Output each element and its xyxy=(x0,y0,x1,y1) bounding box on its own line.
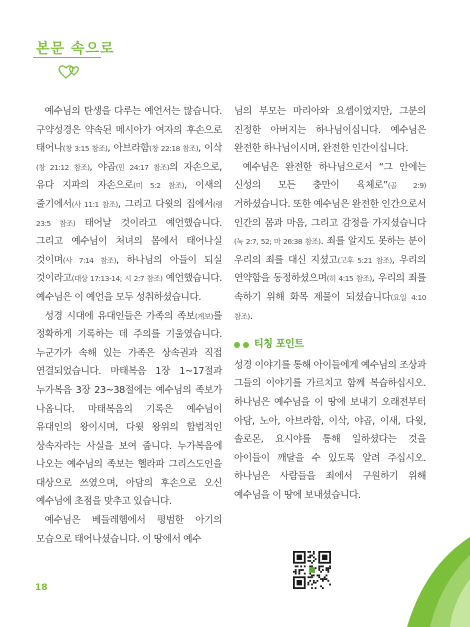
scripture-reference: (눅 2:7, 52; 마 26:38 참조) xyxy=(234,237,321,247)
body-paragraph xyxy=(234,103,426,159)
body-paragraph xyxy=(36,308,222,513)
left-column xyxy=(36,103,222,549)
scripture-reference: (창 21:12 참조) xyxy=(36,162,90,172)
paragraph-text: 의 자손으로, 유다 지파의 자손으로 xyxy=(36,161,222,192)
scripture-reference: (사 11:1 참조) xyxy=(71,199,118,209)
paragraph-text: , 우리의 죄를 속하기 위해 화목 제물이 되셨습니다 xyxy=(234,273,426,303)
paragraph-text: 성경 시대에 유대인들은 가족의 족보 xyxy=(44,310,195,322)
scripture-reference: (계보) xyxy=(194,311,214,321)
qr-code-icon[interactable] xyxy=(293,551,331,589)
paragraph-text: . xyxy=(249,310,253,322)
scripture-reference: (히 4:15 참조) xyxy=(326,274,372,284)
scripture-reference: (요일 4:10 참조) xyxy=(234,292,426,321)
scripture-reference: (렘 23:5 참조) xyxy=(36,199,223,228)
teaching-point-label: 티칭 포인트 xyxy=(254,339,304,351)
scripture-reference: (민 24:17 참조) xyxy=(115,162,170,172)
scripture-reference: (미 5:2 참조) xyxy=(133,181,185,191)
paragraph-text: 예언했습니다. 예수님은 이 예언을 모두 성취하셨습니다. xyxy=(36,273,223,303)
body-paragraph xyxy=(234,159,426,326)
paragraph-text: , 하나님의 아들이 되실 것이라고 xyxy=(36,254,222,285)
paragraph-text: 예수님은 베들레헴에서 평범한 아기의 모습으로 태어나셨습니다. 이 땅에서 예수 xyxy=(36,515,222,545)
section-title-underline xyxy=(33,57,101,58)
paragraph-text: 거하셨습니다. 또한 예수님은 완전한 인간으로서 인간의 몸과 마음, 그리고 감정을 가지셨습니다 xyxy=(234,198,426,229)
paragraph-text: 님의 부모는 마리아와 요셉이었지만, 그분의 진정한 아버지는 하나님이십니다. 예수님은 완전한 하나님이시며, 완전한 인간이십니다. xyxy=(234,106,426,155)
paragraph-text: , 우리의 연약함을 동정하셨으며 xyxy=(234,254,427,285)
paragraph-text: 예수님의 탄생을 다루는 예언서는 많습니다. 구약성경은 약속된 메시아가 여자의 후손으로 태어나 xyxy=(36,106,222,155)
teaching-point-heading xyxy=(234,336,426,355)
corner-decoration xyxy=(352,517,470,627)
scripture-reference: (사 7:14 참조) xyxy=(62,255,117,265)
body-paragraph xyxy=(36,512,222,549)
hearts-icon xyxy=(57,61,83,81)
scripture-reference: (고후 5:21 참조) xyxy=(337,255,392,265)
scripture-reference: (대상 17:13-14; 시 2:7 참조) xyxy=(71,274,163,284)
bullet-dot-icon xyxy=(234,342,240,348)
paragraph-text: 를 정확하게 기록하는 데 주의를 기울였습니다. 누군가가 속해 있는 가족은 상속권과 직접 연결되었습니다. 마태복음 1장 1~17절과 누가복음 3장 23~38절에는 예수님의 족보가 나옵니다. 마태복음의 기록은 예수님이 유대인의 왕이시며, 다윗 왕위의 합법적인 상속자라는 사실을 보여 줍니다. 누가복음에 나오는 예수님의 족보는 헬라파 그리스도인을 대상으로 쓰였으며, 아담의 후손으로 오신 예수님에 초점을 맞추고 있습니다. xyxy=(36,310,222,508)
scripture-reference: (골 2:9) xyxy=(387,181,426,191)
paragraph-text: . 죄를 알지도 못하는 분이 우리의 죄를 대신 지셨고 xyxy=(234,236,426,266)
bullet-dot-icon xyxy=(243,342,249,348)
body-paragraph xyxy=(234,357,426,506)
scripture-reference: (창 3:15 참조) xyxy=(62,144,108,154)
section-title: 본문 속으로 xyxy=(36,41,115,57)
paragraph-text: 성경 이야기를 통해 아이들에게 예수님의 조상과 그들의 이야기를 가르치고 함께 복습하십시오. 하나님은 예수님을 이 땅에 보내기 오래전부터 아담, 노아, 아브라함, 이삭, 야곱, 이새, 다윗, 솔로몬, 요시야를 통해 일하셨다는 것을 아이들이 깨달을 수 있도록 알려 주십시오. 하나님은 사람들을 죄에서 구원하기 위해 예수님을 이 땅에 보내셨습니다. xyxy=(234,359,426,501)
paragraph-text: , 이삭 xyxy=(198,143,222,155)
paragraph-text: 태어날 것이라고 예언했습니다. 그리고 예수님이 처녀의 몸에서 태어나실 것이며 xyxy=(36,217,222,266)
scripture-reference: (창 22:18 참조) xyxy=(149,144,199,154)
paragraph-text: 예수님은 완전한 하나님으로서 “그 안에는 신성의 모든 충만이 육체로” xyxy=(234,161,426,192)
paragraph-text: , 아브라함 xyxy=(107,143,150,155)
page-number: 18 xyxy=(35,583,48,593)
paragraph-text: , 이새의 줄기에서 xyxy=(36,180,222,210)
paragraph-text: , 그리고 다윗의 집에서 xyxy=(117,198,213,210)
right-column xyxy=(234,103,426,505)
paragraph-text: , 야곱 xyxy=(89,161,116,173)
body-paragraph xyxy=(36,103,222,308)
